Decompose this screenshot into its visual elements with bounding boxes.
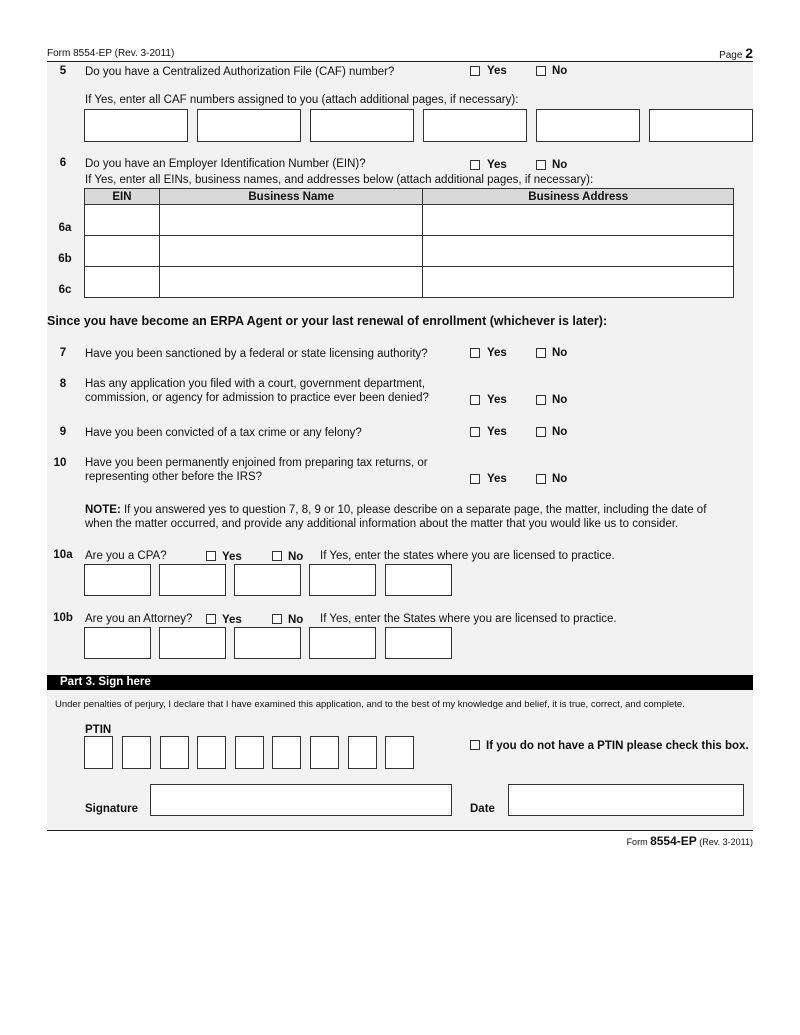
q10-no-label: No: [552, 473, 568, 485]
business-name-field-6c[interactable]: [159, 267, 423, 298]
attorney-state-field-4[interactable]: [309, 627, 376, 659]
caf-number-field-2[interactable]: [197, 109, 301, 142]
q7-yes-checkbox[interactable]: [470, 348, 480, 358]
q6-yes-label: Yes: [487, 159, 507, 171]
cpa-state-field-1[interactable]: [84, 564, 151, 596]
page-indicator: [719, 45, 753, 61]
ptin-digit-field-1[interactable]: [84, 736, 113, 769]
note-text-line2: when the matter occurred, and provide any additional information about the matter that you would like us to consider.: [85, 518, 679, 530]
part3-header: [47, 675, 753, 690]
footer-form-rev: (Rev. 3-2011): [699, 837, 753, 847]
ptin-digit-field-4[interactable]: [197, 736, 226, 769]
signature-label: Signature: [85, 803, 139, 815]
q8-no-checkbox[interactable]: [536, 395, 546, 405]
attorney-state-field-1[interactable]: [84, 627, 151, 659]
q9-number: 9: [59, 426, 67, 438]
no-ptin-checkbox[interactable]: [470, 740, 480, 750]
q5-no-label: No: [552, 65, 568, 77]
page-label: Page: [719, 50, 743, 61]
q7-no-label: No: [552, 347, 568, 359]
footer-form-id: [627, 834, 753, 848]
footer-form-prefix: Form: [626, 837, 648, 847]
ptin-digit-field-8[interactable]: [348, 736, 377, 769]
q6-instruction: If Yes, enter all EINs, business names, and addresses below (attach additional pages, if necessary):: [85, 174, 594, 186]
q6-number: 6: [59, 157, 67, 169]
q10b-yes-checkbox[interactable]: [206, 614, 216, 624]
ptin-digit-field-6[interactable]: [272, 736, 301, 769]
q9-text: Have you been convicted of a tax crime or any felony?: [85, 427, 362, 439]
business-address-field-6b[interactable]: [423, 236, 734, 267]
q10b-text: Are you an Attorney?: [85, 613, 193, 625]
table-row: [85, 205, 734, 236]
cpa-state-field-2[interactable]: [159, 564, 226, 596]
q10-no-checkbox[interactable]: [536, 474, 546, 484]
q7-text: Have you been sanctioned by a federal or state licensing authority?: [85, 348, 428, 360]
table-row: [85, 267, 734, 298]
note-label: NOTE:: [85, 504, 121, 516]
signature-field[interactable]: [150, 784, 452, 816]
caf-number-field-5[interactable]: [536, 109, 640, 142]
q5-text: Do you have a Centralized Authorization File (CAF) number?: [85, 66, 395, 78]
q5-yes-checkbox[interactable]: [470, 66, 480, 76]
date-field[interactable]: [508, 784, 744, 816]
q9-yes-checkbox[interactable]: [470, 427, 480, 437]
ptin-digit-field-7[interactable]: [310, 736, 339, 769]
q7-no-checkbox[interactable]: [536, 348, 546, 358]
caf-number-field-6[interactable]: [649, 109, 753, 142]
caf-number-field-3[interactable]: [310, 109, 414, 142]
q10-number: 10: [53, 457, 67, 469]
q9-no-checkbox[interactable]: [536, 427, 546, 437]
note-text-line1: If you answered yes to question 7, 8, 9 or 10, please describe on a separate page, the matter, including the date of: [123, 504, 707, 516]
q8-text-line2: commission, or agency for admission to practice ever been denied?: [85, 392, 429, 404]
ein-field-6b[interactable]: [85, 236, 160, 267]
ein-field-6a[interactable]: [85, 205, 160, 236]
q10a-no-label: No: [288, 551, 304, 563]
q5-yes-label: Yes: [487, 65, 507, 77]
q8-number: 8: [59, 378, 67, 390]
q10-text-line2: representing other before the IRS?: [85, 471, 263, 483]
q8-no-label: No: [552, 394, 568, 406]
perjury-declaration: Under penalties of perjury, I declare that I have examined this application, and to the best of my knowledge and belief, it is true, correct, and complete.: [55, 699, 685, 710]
row-label-6b: 6b: [58, 253, 72, 265]
q6-yes-checkbox[interactable]: [470, 160, 480, 170]
business-address-field-6a[interactable]: [423, 205, 734, 236]
table-row: [85, 236, 734, 267]
footer-rule: [47, 830, 753, 831]
business-name-field-6a[interactable]: [159, 205, 423, 236]
note-line1: [85, 503, 706, 517]
no-ptin-label: If you do not have a PTIN please check this box.: [486, 740, 749, 752]
ptin-label: PTIN: [85, 724, 112, 736]
q5-number: 5: [59, 65, 67, 77]
business-name-column-header: Business Name: [159, 189, 423, 205]
q10b-yes-label: Yes: [222, 614, 242, 626]
q9-yes-label: Yes: [487, 426, 507, 438]
q10a-text: Are you a CPA?: [85, 550, 167, 562]
q10a-yes-label: Yes: [222, 551, 242, 563]
ptin-digit-field-5[interactable]: [235, 736, 264, 769]
section-heading: Since you have become an ERPA Agent or your last renewal of enrollment (whichever is later):: [47, 314, 608, 328]
q6-text: Do you have an Employer Identification Number (EIN)?: [85, 158, 366, 170]
ein-table: [84, 188, 734, 298]
attorney-state-field-3[interactable]: [234, 627, 301, 659]
row-label-6a: 6a: [58, 222, 72, 234]
attorney-state-field-5[interactable]: [385, 627, 452, 659]
business-address-field-6c[interactable]: [423, 267, 734, 298]
row-label-6c: 6c: [58, 284, 72, 296]
q6-no-checkbox[interactable]: [536, 160, 546, 170]
q8-yes-checkbox[interactable]: [470, 395, 480, 405]
ptin-digit-field-9[interactable]: [385, 736, 414, 769]
ein-table-header: [85, 189, 734, 205]
q10-yes-checkbox[interactable]: [470, 474, 480, 484]
q7-number: 7: [59, 347, 67, 359]
page-number: 2: [745, 45, 753, 61]
cpa-state-field-3[interactable]: [234, 564, 301, 596]
form-id: Form 8554-EP (Rev. 3-2011): [47, 48, 175, 59]
part3-title: Part 3. Sign here: [60, 676, 151, 688]
q10-text-line1: Have you been permanently enjoined from preparing tax returns, or: [85, 457, 428, 469]
q10b-number: 10b: [53, 612, 73, 624]
business-address-column-header: Business Address: [423, 189, 734, 205]
q5-instruction: If Yes, enter all CAF numbers assigned to you (attach additional pages, if necessary):: [85, 94, 519, 106]
q10a-number: 10a: [53, 549, 73, 561]
business-name-field-6b[interactable]: [159, 236, 423, 267]
attorney-state-field-2[interactable]: [159, 627, 226, 659]
ein-field-6c[interactable]: [85, 267, 160, 298]
cpa-state-field-5[interactable]: [385, 564, 452, 596]
q10a-instruction: If Yes, enter the states where you are licensed to practice.: [320, 550, 615, 562]
footer-form-number: 8554-EP: [650, 834, 697, 848]
caf-number-field-4[interactable]: [423, 109, 527, 142]
caf-number-field-1[interactable]: [84, 109, 188, 142]
ptin-digit-field-3[interactable]: [160, 736, 189, 769]
q10a-yes-checkbox[interactable]: [206, 551, 216, 561]
q5-no-checkbox[interactable]: [536, 66, 546, 76]
q9-no-label: No: [552, 426, 568, 438]
q10a-no-checkbox[interactable]: [272, 551, 282, 561]
q8-text-line1: Has any application you filed with a court, government department,: [85, 378, 426, 390]
q10b-instruction: If Yes, enter the States where you are licensed to practice.: [320, 613, 617, 625]
q7-yes-label: Yes: [487, 347, 507, 359]
date-label: Date: [470, 803, 495, 815]
cpa-state-field-4[interactable]: [309, 564, 376, 596]
ein-column-header: EIN: [85, 189, 160, 205]
ptin-digit-field-2[interactable]: [122, 736, 151, 769]
q6-no-label: No: [552, 159, 568, 171]
q10b-no-checkbox[interactable]: [272, 614, 282, 624]
q8-yes-label: Yes: [487, 394, 507, 406]
q10b-no-label: No: [288, 614, 304, 626]
q10-yes-label: Yes: [487, 473, 507, 485]
